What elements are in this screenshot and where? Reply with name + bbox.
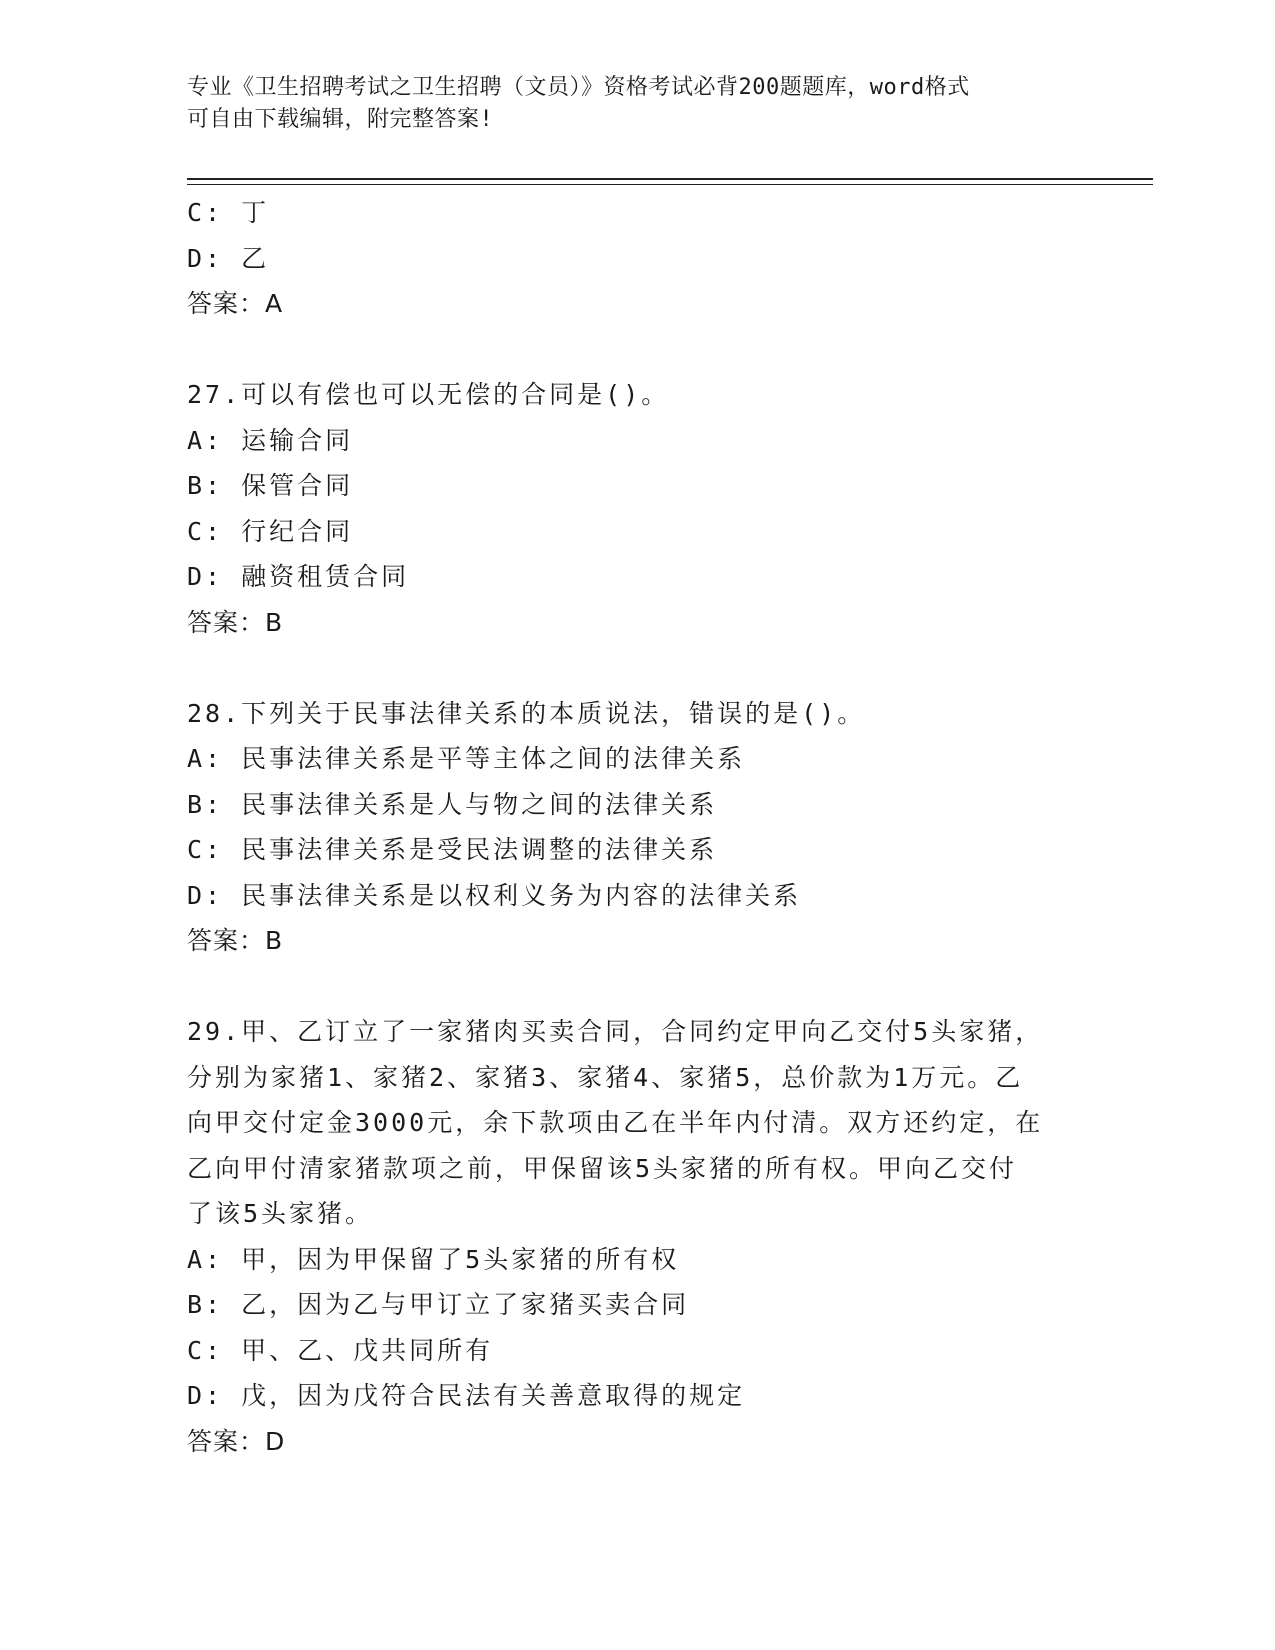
option-c: C: 甲、乙、戊共同所有 — [187, 1335, 494, 1365]
answer: 答案：B — [187, 926, 284, 955]
question-stem-line: 向甲交付定金3000元，余下款项由乙在半年内付清。双方还约定，在 — [187, 1108, 1044, 1137]
question-stem-line: 乙向甲付清家猪款项之前，甲保留该5头家猪的所有权。甲向乙交付 — [187, 1153, 1018, 1183]
header-rule-thin — [187, 184, 1153, 185]
option-a: A: 甲，因为甲保留了5头家猪的所有权 — [187, 1244, 680, 1274]
document-header — [187, 72, 1087, 136]
option-b: B: 乙，因为乙与甲订立了家猪买卖合同 — [187, 1290, 690, 1319]
option-d: D: 戊，因为戊符合民法有关善意取得的规定 — [187, 1381, 746, 1410]
question-stem-line: 29.甲、乙订立了一家猪肉买卖合同，合同约定甲向乙交付5头家猪， — [187, 1017, 1044, 1046]
header-title-line-2: 可自由下载编辑，附完整答案! — [187, 107, 494, 132]
header-rule-thick — [187, 178, 1153, 180]
option-d: D: 融资租赁合同 — [187, 562, 410, 591]
question-list — [187, 190, 1087, 1464]
question-28 — [187, 691, 1087, 964]
answer: 答案：B — [187, 607, 284, 637]
option-a: A: 运输合同 — [187, 425, 354, 455]
answer: 答案：D — [187, 1426, 286, 1456]
question-stem: 27.可以有偿也可以无偿的合同是()。 — [187, 380, 670, 409]
question-27 — [187, 372, 1087, 645]
option-b: B: 保管合同 — [187, 471, 354, 500]
option-c: C: 行纪合同 — [187, 516, 354, 546]
spacer — [187, 645, 1087, 691]
spacer — [187, 964, 1087, 1010]
question-stem-line: 了该5头家猪。 — [187, 1199, 374, 1228]
question-stem-line: 分别为家猪1、家猪2、家猪3、家猪4、家猪5，总价款为1万元。乙 — [187, 1062, 1024, 1092]
spacer — [187, 327, 1087, 373]
question-stem — [187, 1009, 1087, 1237]
header-title-line-1: 专业《卫生招聘考试之卫生招聘（文员）》资格考试必背200题题库，word格式 — [187, 75, 970, 100]
prev-option-c: C: 丁 — [187, 198, 270, 227]
option-b: B: 民事法律关系是人与物之间的法律关系 — [187, 789, 718, 819]
prev-option-d: D: 乙 — [187, 243, 270, 273]
question-stem: 28.下列关于民事法律关系的本质说法，错误的是()。 — [187, 698, 866, 728]
option-c: C: 民事法律关系是受民法调整的法律关系 — [187, 835, 718, 864]
question-29 — [187, 1009, 1087, 1464]
prev-answer: 答案：A — [187, 289, 284, 318]
option-d: D: 民事法律关系是以权利义务为内容的法律关系 — [187, 880, 802, 910]
option-a: A: 民事法律关系是平等主体之间的法律关系 — [187, 744, 746, 773]
